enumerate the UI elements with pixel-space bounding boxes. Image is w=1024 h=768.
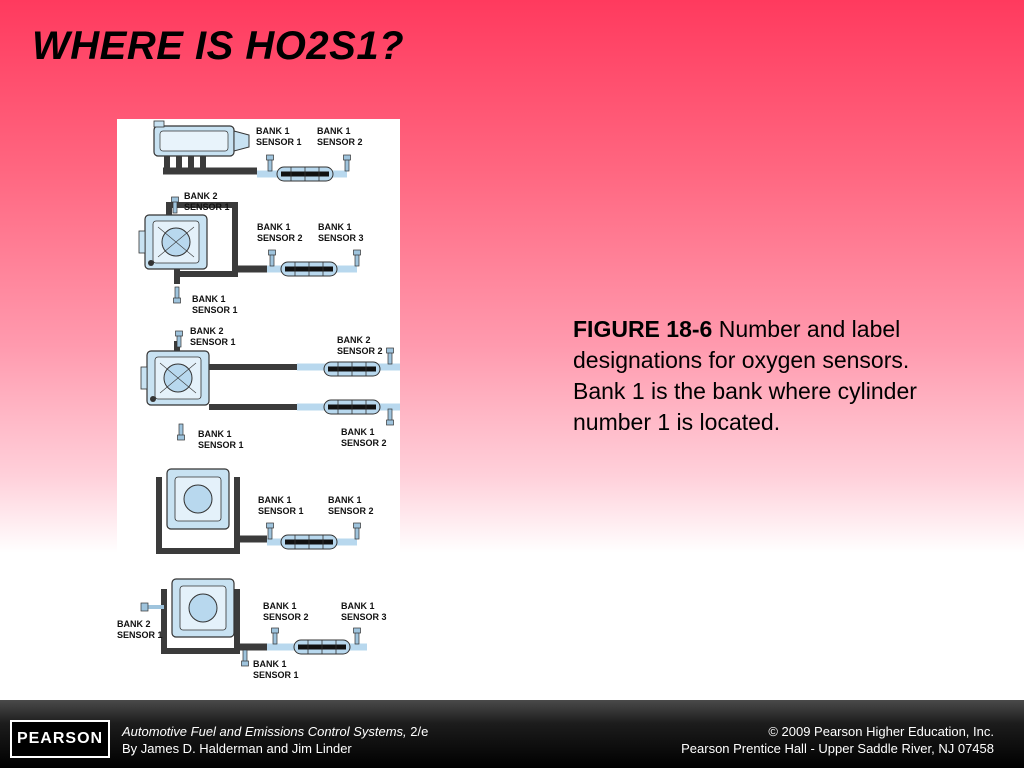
pearson-logo: PEARSON: [10, 720, 110, 758]
svg-text:BANK 1: BANK 1: [328, 495, 362, 505]
svg-text:BANK 1: BANK 1: [318, 222, 352, 232]
slide-title: WHERE IS HO2S1?: [32, 24, 405, 68]
svg-text:SENSOR 2: SENSOR 2: [341, 438, 387, 448]
svg-text:SENSOR 2: SENSOR 2: [328, 506, 374, 516]
book-title: Automotive Fuel and Emissions Control Systems,: [122, 724, 407, 739]
svg-text:BANK 1: BANK 1: [263, 601, 297, 611]
label-d4-bank1-sensor2: [328, 495, 374, 516]
oxygen-sensor-diagram: [117, 119, 400, 688]
svg-text:SENSOR 1: SENSOR 1: [198, 440, 244, 450]
label-d5-bank1-sensor1: [253, 659, 299, 680]
svg-text:BANK 1: BANK 1: [253, 659, 287, 669]
svg-text:BANK 2: BANK 2: [190, 326, 224, 336]
svg-text:BANK 2: BANK 2: [337, 335, 371, 345]
book-authors: By James D. Halderman and Jim Linder: [122, 741, 352, 756]
svg-text:SENSOR 1: SENSOR 1: [253, 670, 299, 680]
svg-text:SENSOR 1: SENSOR 1: [117, 630, 163, 640]
diagram-v-engine-single: [139, 197, 361, 303]
svg-text:BANK 2: BANK 2: [184, 191, 218, 201]
footer-bar: [0, 700, 1024, 768]
svg-text:BANK 2: BANK 2: [117, 619, 151, 629]
diagram-transverse-v-engine: [141, 579, 367, 666]
svg-text:SENSOR 2: SENSOR 2: [257, 233, 303, 243]
svg-text:BANK 1: BANK 1: [198, 429, 232, 439]
svg-text:SENSOR 1: SENSOR 1: [192, 305, 238, 315]
copyright-text: © 2009 Pearson Higher Education, Inc.: [768, 724, 994, 739]
svg-text:SENSOR 1: SENSOR 1: [190, 337, 236, 347]
svg-text:SENSOR 1: SENSOR 1: [256, 137, 302, 147]
svg-text:SENSOR 2: SENSOR 2: [337, 346, 383, 356]
label-d5-bank1-sensor3: [341, 601, 387, 622]
svg-text:BANK 1: BANK 1: [258, 495, 292, 505]
label-d3-bank2-sensor1: [190, 326, 236, 347]
figure-number: FIGURE 18-6: [573, 316, 713, 342]
publisher-text: Pearson Prentice Hall - Upper Saddle River, NJ 07458: [681, 741, 994, 756]
label-d4-bank1-sensor1: [258, 495, 304, 516]
svg-text:BANK 1: BANK 1: [192, 294, 226, 304]
svg-text:SENSOR 3: SENSOR 3: [341, 612, 387, 622]
svg-text:BANK 1: BANK 1: [256, 126, 290, 136]
label-d1-bank1-sensor2: [317, 126, 363, 147]
svg-text:SENSOR 1: SENSOR 1: [184, 202, 230, 212]
svg-text:BANK 1: BANK 1: [257, 222, 291, 232]
label-d2-bank1-sensor3: [318, 222, 364, 243]
svg-text:SENSOR 2: SENSOR 2: [263, 612, 309, 622]
label-d2-bank1-sensor1: [192, 294, 238, 315]
svg-text:BANK 1: BANK 1: [341, 601, 375, 611]
svg-text:SENSOR 1: SENSOR 1: [258, 506, 304, 516]
diagram-svg: [117, 119, 400, 688]
label-d2-bank2-sensor1: [184, 191, 230, 212]
label-d5-bank1-sensor2: [263, 601, 309, 622]
svg-text:SENSOR 2: SENSOR 2: [317, 137, 363, 147]
caption-text: Number and label designations for oxygen sensors. Bank 1 is the bank where cylinder number 1 is located.: [573, 316, 917, 435]
svg-text:SENSOR 3: SENSOR 3: [318, 233, 364, 243]
label-d1-bank1-sensor1: [256, 126, 302, 147]
footer-copyright: [681, 723, 994, 757]
label-d2-bank1-sensor2: [257, 222, 303, 243]
figure-caption: [573, 314, 918, 438]
label-d3-bank2-sensor2: [337, 335, 383, 356]
svg-text:BANK 1: BANK 1: [317, 126, 351, 136]
book-edition: 2/e: [406, 724, 429, 739]
label-d3-bank1-sensor1: [198, 429, 244, 450]
label-d3-bank1-sensor2: [341, 427, 387, 448]
svg-text:BANK 1: BANK 1: [341, 427, 375, 437]
label-d5-bank2-sensor1: [117, 619, 163, 640]
footer-book-info: [122, 723, 428, 757]
